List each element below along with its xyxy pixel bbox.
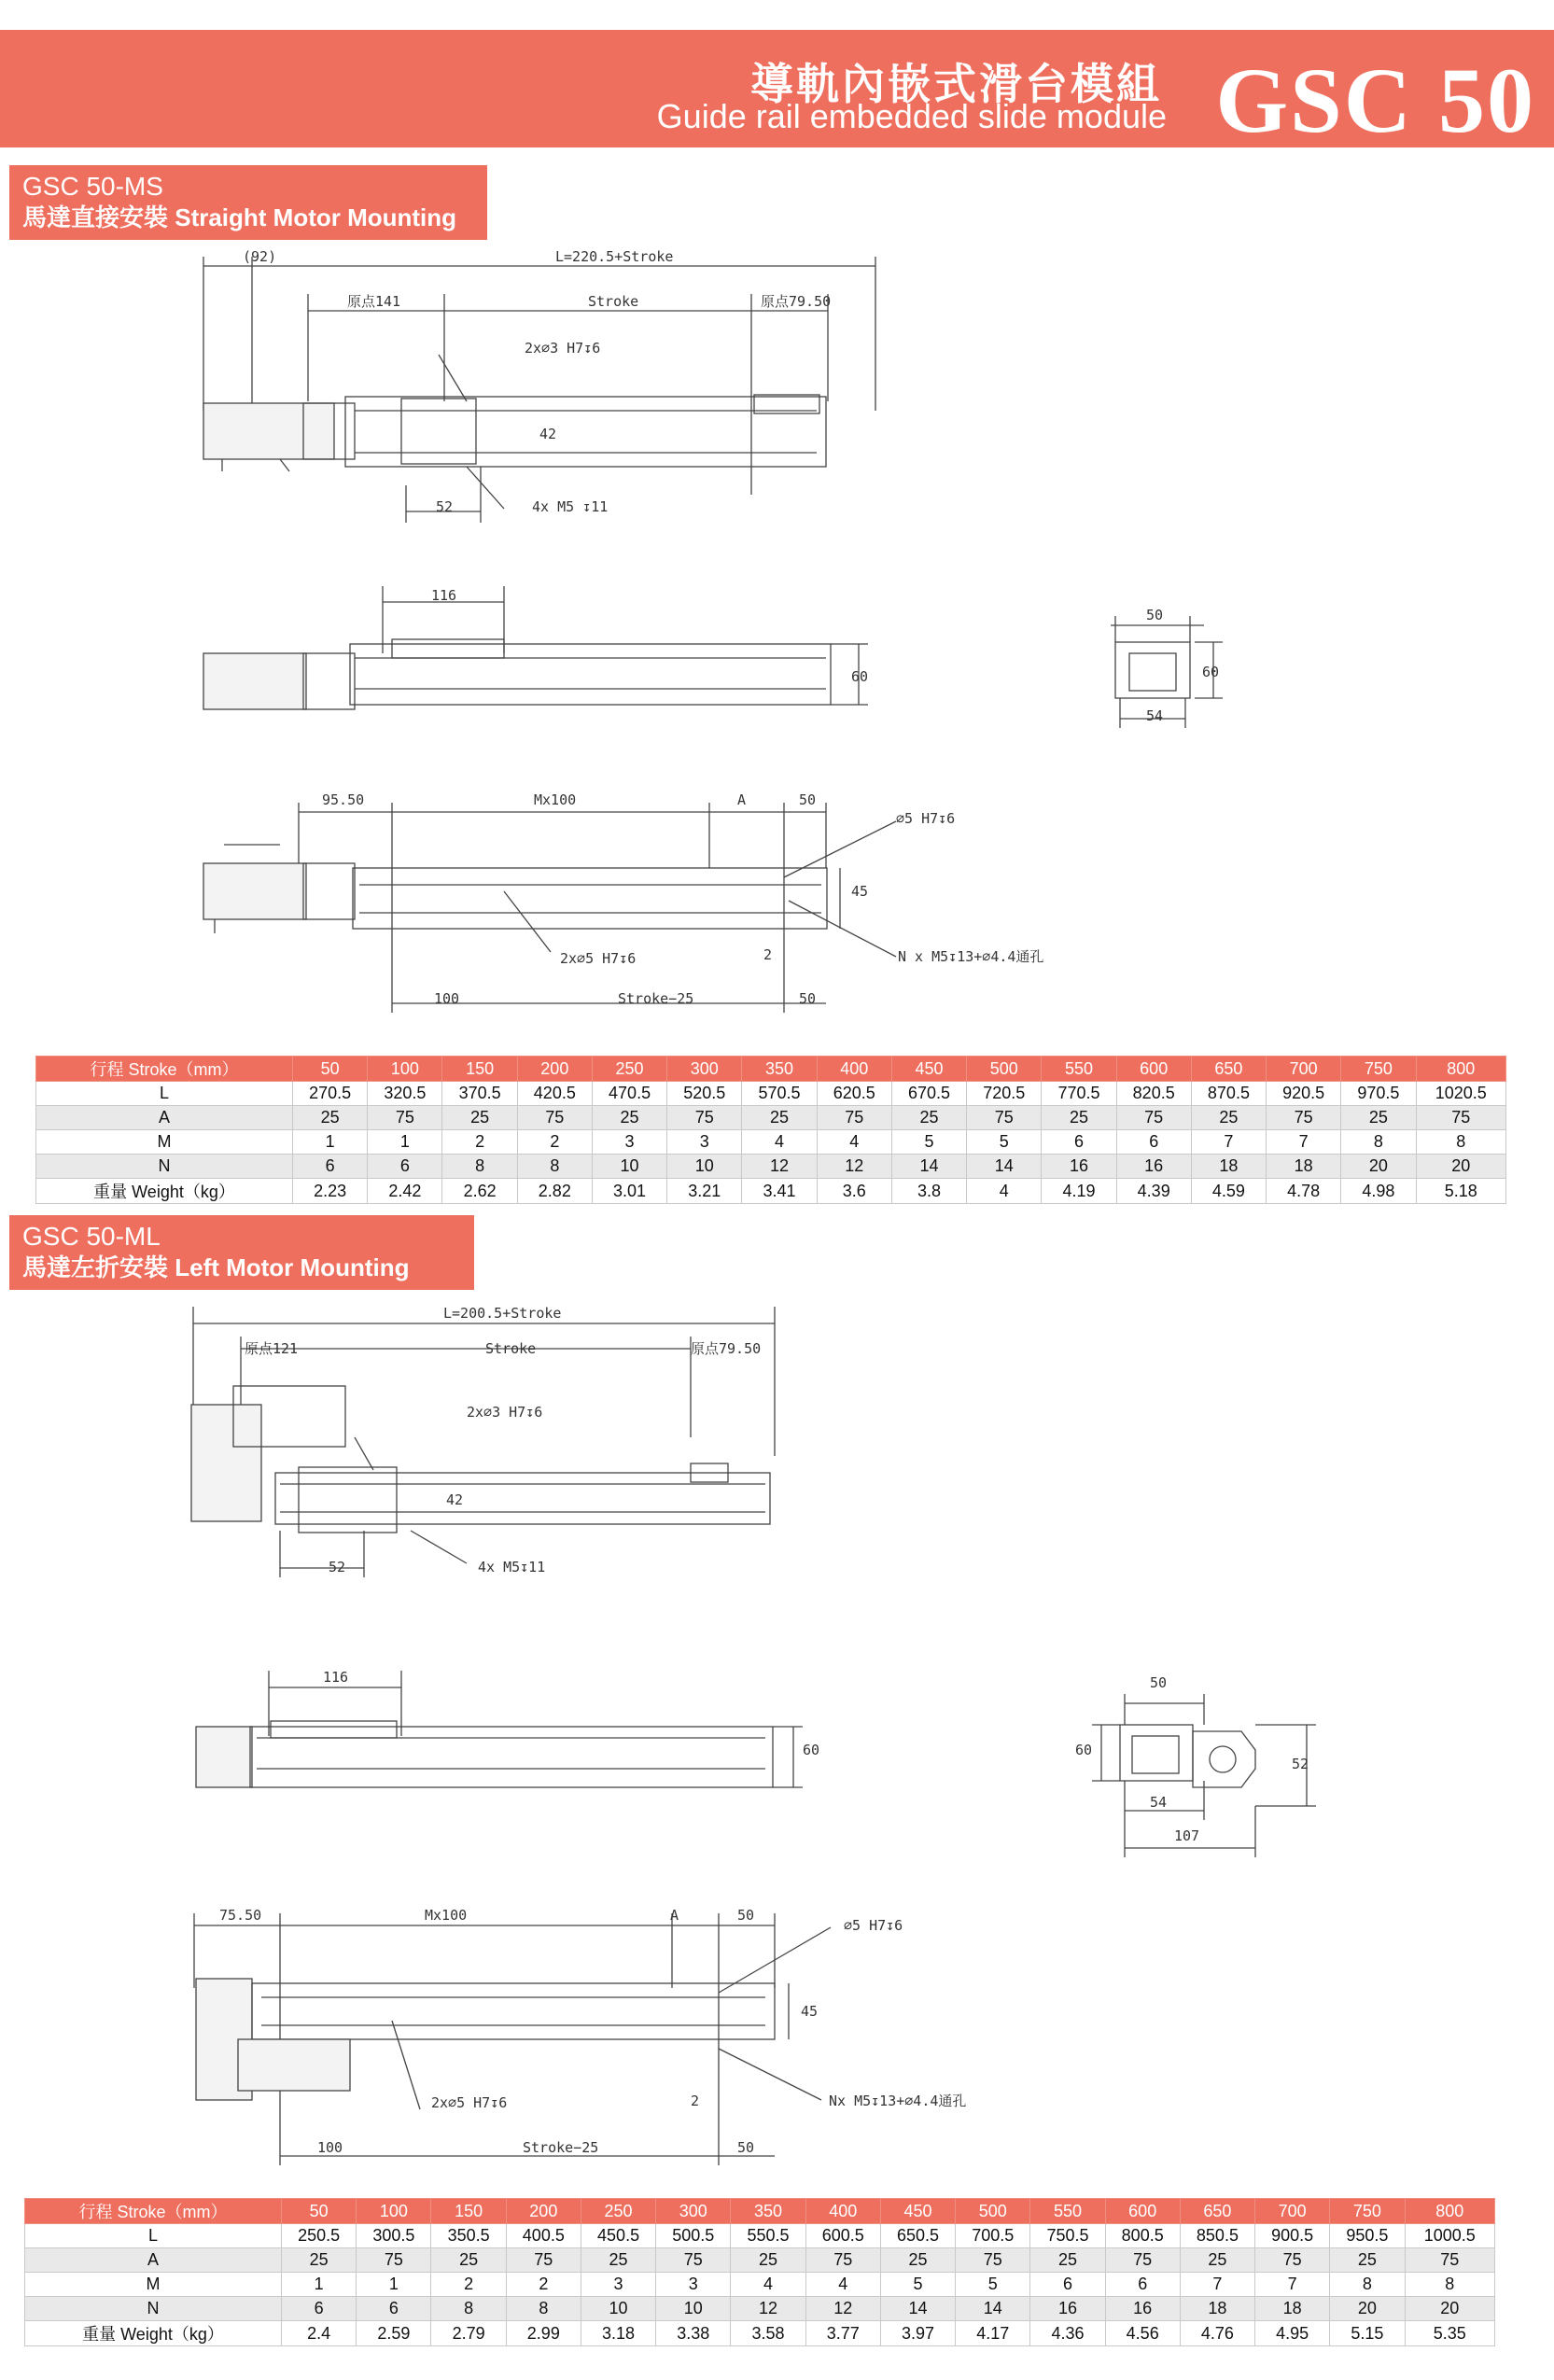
table-cell: 3.77 <box>805 2321 880 2346</box>
dim-text: 2x∅5 H7↧6 <box>431 2094 508 2111</box>
table-cell: 14 <box>967 1155 1042 1179</box>
table-header-cell: 50 <box>293 1057 368 1082</box>
table-cell: 2.59 <box>357 2321 431 2346</box>
table-cell: 25 <box>1191 1106 1266 1130</box>
table-cell: 4.36 <box>1030 2321 1105 2346</box>
table-header-cell: 200 <box>517 1057 592 1082</box>
table-cell: 3.97 <box>880 2321 955 2346</box>
table-cell: 350.5 <box>431 2224 506 2248</box>
table-header-cell: 750 <box>1341 1057 1416 1082</box>
table-cell: 25 <box>1180 2248 1254 2273</box>
table-cell: 25 <box>891 1106 966 1130</box>
table-header-cell: 600 <box>1116 1057 1191 1082</box>
model-name: GSC 50 <box>1215 49 1535 152</box>
table-cell: 12 <box>817 1155 891 1179</box>
table-cell: 4.76 <box>1180 2321 1254 2346</box>
table-row <box>25 2224 1495 2248</box>
table-cell: 7 <box>1255 2273 1330 2297</box>
table-cell: 16 <box>1030 2297 1105 2321</box>
table-cell: 75 <box>1405 2248 1494 2273</box>
table-row-label: M <box>25 2273 282 2297</box>
table-cell: 8 <box>442 1155 517 1179</box>
table-cell: 620.5 <box>817 1082 891 1106</box>
table-cell: 10 <box>592 1155 666 1179</box>
table-cell: 650.5 <box>880 2224 955 2248</box>
table-cell: 520.5 <box>667 1082 742 1106</box>
table-cell: 20 <box>1341 1155 1416 1179</box>
table-header-cell: 550 <box>1030 2199 1105 2224</box>
dim-text: 50 <box>1150 1674 1168 1691</box>
table-cell: 25 <box>1330 2248 1405 2273</box>
table-cell: 75 <box>368 1106 442 1130</box>
section-ml-code: GSC 50-ML <box>22 1222 161 1251</box>
table-cell: 3 <box>581 2273 655 2297</box>
table-cell: 5.18 <box>1416 1179 1505 1204</box>
table-cell: 10 <box>656 2297 731 2321</box>
table-cell: 800.5 <box>1105 2224 1180 2248</box>
table-cell: 6 <box>357 2297 431 2321</box>
table-cell: 75 <box>967 1106 1042 1130</box>
table-header-cell: 250 <box>581 2199 655 2224</box>
table-cell: 75 <box>1416 1106 1505 1130</box>
table-cell: 920.5 <box>1267 1082 1341 1106</box>
table-cell: 3.38 <box>656 2321 731 2346</box>
dim-text: 原点121 <box>245 1340 299 1357</box>
title-en: Guide rail embedded slide module <box>656 97 1167 135</box>
table-cell: 25 <box>293 1106 368 1130</box>
table-row <box>36 1106 1506 1130</box>
dim-text: 原点79.50 <box>761 293 832 310</box>
ms-bottom-view <box>203 803 896 1013</box>
table-cell: 75 <box>1116 1106 1191 1130</box>
table-cell: 2.42 <box>368 1179 442 1204</box>
dim-text: Stroke−25 <box>523 2139 599 2156</box>
table-header-row <box>25 2199 1495 2224</box>
dim-text: 95.50 <box>322 791 365 808</box>
dim-text: 2x∅5 H7↧6 <box>560 950 637 967</box>
table-cell: 3.58 <box>731 2321 805 2346</box>
dim-text: ∅5 H7↧6 <box>896 810 956 827</box>
table-cell: 75 <box>1105 2248 1180 2273</box>
table-cell: 4 <box>967 1179 1042 1204</box>
table-header-cell: 500 <box>956 2199 1030 2224</box>
table-cell: 2.62 <box>442 1179 517 1204</box>
table-cell: 12 <box>731 2297 805 2321</box>
table-cell: 500.5 <box>656 2224 731 2248</box>
table-cell: 4 <box>731 2273 805 2297</box>
dim-text: 54 <box>1150 1794 1168 1811</box>
table-header-cell: 450 <box>891 1057 966 1082</box>
table-cell: 320.5 <box>368 1082 442 1106</box>
table-cell: 950.5 <box>1330 2224 1405 2248</box>
dim-text: Stroke <box>485 1340 537 1357</box>
table-header-cell: 200 <box>506 2199 581 2224</box>
dim-text: N x M5↧13+∅4.4通孔 <box>898 948 1044 965</box>
table-cell: 4.17 <box>956 2321 1030 2346</box>
section-ms-code: GSC 50-MS <box>22 172 163 201</box>
dim-text: 4x M5↧11 <box>478 1559 546 1575</box>
table-cell: 3.21 <box>667 1179 742 1204</box>
table-cell: 75 <box>506 2248 581 2273</box>
table-cell: 25 <box>581 2248 655 2273</box>
table-cell: 2.23 <box>293 1179 368 1204</box>
table-cell: 550.5 <box>731 2224 805 2248</box>
table-cell: 970.5 <box>1341 1082 1416 1106</box>
ml-end-view <box>1092 1694 1316 1857</box>
table-cell: 1020.5 <box>1416 1082 1505 1106</box>
table-cell: 3.8 <box>891 1179 966 1204</box>
dim-text: 60 <box>851 668 869 685</box>
table-cell: 870.5 <box>1191 1082 1266 1106</box>
table-cell: 4.95 <box>1255 2321 1330 2346</box>
table-cell: 3.01 <box>592 1179 666 1204</box>
table-cell: 2.79 <box>431 2321 506 2346</box>
table-header-cell: 50 <box>282 2199 357 2224</box>
table-cell: 2.99 <box>506 2321 581 2346</box>
table-cell: 75 <box>805 2248 880 2273</box>
table-cell: 7 <box>1191 1130 1266 1155</box>
table-cell: 7 <box>1267 1130 1341 1155</box>
table-cell: 75 <box>817 1106 891 1130</box>
table-header-cell: 400 <box>805 2199 880 2224</box>
dim-text: Nx M5↧13+∅4.4通孔 <box>829 2093 967 2109</box>
table-header-cell: 300 <box>667 1057 742 1082</box>
dim-text: 116 <box>431 587 457 604</box>
spec-table-ml-body <box>25 2199 1495 2346</box>
section-ms-title: 馬達直接安裝 Straight Motor Mounting <box>22 203 457 231</box>
table-cell: 3 <box>656 2273 731 2297</box>
dim-text: 52 <box>1292 1756 1309 1772</box>
table-cell: 10 <box>581 2297 655 2321</box>
table-row <box>36 1179 1506 1204</box>
table-cell: 2 <box>506 2273 581 2297</box>
table-cell: 25 <box>442 1106 517 1130</box>
table-cell: 6 <box>282 2297 357 2321</box>
table-header-cell: 650 <box>1180 2199 1254 2224</box>
ml-side-view <box>196 1671 803 1787</box>
table-cell: 300.5 <box>357 2224 431 2248</box>
table-cell: 250.5 <box>282 2224 357 2248</box>
dim-text: 60 <box>1075 1742 1093 1758</box>
table-cell: 720.5 <box>967 1082 1042 1106</box>
ml-bottom-view <box>194 1913 831 2165</box>
table-header-cell: 350 <box>742 1057 817 1082</box>
table-cell: 1 <box>293 1130 368 1155</box>
dim-text: 42 <box>539 426 557 442</box>
table-row <box>36 1082 1506 1106</box>
table-header-cell: 700 <box>1267 1057 1341 1082</box>
table-cell: 14 <box>880 2297 955 2321</box>
table-cell: 14 <box>891 1155 966 1179</box>
table-header-cell: 350 <box>731 2199 805 2224</box>
dim-text: 2x∅3 H7↧6 <box>467 1404 543 1421</box>
table-cell: 18 <box>1191 1155 1266 1179</box>
table-cell: 25 <box>1042 1106 1116 1130</box>
table-cell: 1 <box>282 2273 357 2297</box>
table-cell: 770.5 <box>1042 1082 1116 1106</box>
table-row-label: N <box>25 2297 282 2321</box>
table-header-cell: 600 <box>1105 2199 1180 2224</box>
table-header-cell: 300 <box>656 2199 731 2224</box>
table-row <box>25 2273 1495 2297</box>
dim-text: 2x∅3 H7↧6 <box>525 340 601 357</box>
table-cell: 420.5 <box>517 1082 592 1106</box>
dim-text: L=220.5+Stroke <box>555 248 674 265</box>
table-cell: 20 <box>1405 2297 1494 2321</box>
table-row-label: A <box>25 2248 282 2273</box>
table-cell: 5 <box>891 1130 966 1155</box>
table-cell: 16 <box>1105 2297 1180 2321</box>
table-cell: 750.5 <box>1030 2224 1105 2248</box>
table-header-cell: 250 <box>592 1057 666 1082</box>
table-row-label: L <box>25 2224 282 2248</box>
dim-text: A <box>737 791 747 808</box>
dim-text: 45 <box>851 883 869 900</box>
table-cell: 1000.5 <box>1405 2224 1494 2248</box>
table-header-label: 行程 Stroke（mm） <box>25 2199 282 2224</box>
dim-text: 50 <box>799 791 817 808</box>
table-cell: 1 <box>357 2273 431 2297</box>
dim-text: (92) <box>243 248 277 265</box>
table-cell: 370.5 <box>442 1082 517 1106</box>
table-row-label: A <box>36 1106 293 1130</box>
table-cell: 16 <box>1042 1155 1116 1179</box>
spec-table-ms-body <box>36 1057 1506 1204</box>
table-cell: 75 <box>517 1106 592 1130</box>
dim-text: 100 <box>317 2139 343 2156</box>
dim-text: Stroke <box>588 293 639 310</box>
table-cell: 2.82 <box>517 1179 592 1204</box>
table-cell: 4.56 <box>1105 2321 1180 2346</box>
table-row <box>36 1130 1506 1155</box>
table-cell: 18 <box>1180 2297 1254 2321</box>
table-header-cell: 150 <box>431 2199 506 2224</box>
table-cell: 6 <box>1042 1130 1116 1155</box>
table-cell: 25 <box>592 1106 666 1130</box>
table-cell: 5 <box>956 2273 1030 2297</box>
dim-text: 107 <box>1174 1827 1200 1844</box>
dim-text: 2 <box>763 946 773 963</box>
spec-table-ms <box>35 1056 1506 1204</box>
table-cell: 4.59 <box>1191 1179 1266 1204</box>
table-cell: 900.5 <box>1255 2224 1330 2248</box>
table-header-cell: 800 <box>1405 2199 1494 2224</box>
dim-text: A <box>670 1907 679 1924</box>
dim-text: 50 <box>799 990 817 1007</box>
table-cell: 10 <box>667 1155 742 1179</box>
dim-text: L=200.5+Stroke <box>443 1305 562 1322</box>
ms-side-view <box>203 586 868 709</box>
dim-text: Mx100 <box>425 1907 468 1924</box>
table-header-cell: 450 <box>880 2199 955 2224</box>
table-cell: 6 <box>1116 1130 1191 1155</box>
table-cell: 700.5 <box>956 2224 1030 2248</box>
dim-text: 50 <box>737 2139 755 2156</box>
table-cell: 75 <box>956 2248 1030 2273</box>
table-cell: 12 <box>742 1155 817 1179</box>
title-zh: 導軌內嵌式滑台模組 <box>750 59 1162 109</box>
table-cell: 400.5 <box>506 2224 581 2248</box>
table-cell: 820.5 <box>1116 1082 1191 1106</box>
table-cell: 5.15 <box>1330 2321 1405 2346</box>
table-cell: 4 <box>817 1130 891 1155</box>
table-header-cell: 750 <box>1330 2199 1405 2224</box>
table-cell: 7 <box>1180 2273 1254 2297</box>
table-cell: 8 <box>431 2297 506 2321</box>
table-cell: 6 <box>1030 2273 1105 2297</box>
table-cell: 25 <box>431 2248 506 2273</box>
table-cell: 270.5 <box>293 1082 368 1106</box>
table-cell: 14 <box>956 2297 1030 2321</box>
dim-text: ∅5 H7↧6 <box>844 1917 903 1934</box>
table-cell: 4.39 <box>1116 1179 1191 1204</box>
table-cell: 4.98 <box>1341 1179 1416 1204</box>
table-cell: 8 <box>506 2297 581 2321</box>
table-cell: 3 <box>667 1130 742 1155</box>
table-cell: 4.19 <box>1042 1179 1116 1204</box>
table-cell: 850.5 <box>1180 2224 1254 2248</box>
dim-text: 50 <box>1146 607 1164 623</box>
dim-text: 100 <box>434 990 460 1007</box>
table-header-cell: 150 <box>442 1057 517 1082</box>
table-row-label: 重量 Weight（kg） <box>36 1179 293 1204</box>
table-cell: 670.5 <box>891 1082 966 1106</box>
dim-text: 原点79.50 <box>691 1340 762 1357</box>
table-header-cell: 800 <box>1416 1057 1505 1082</box>
table-row <box>25 2248 1495 2273</box>
table-header-cell: 700 <box>1255 2199 1330 2224</box>
table-cell: 1 <box>368 1130 442 1155</box>
table-cell: 3.41 <box>742 1179 817 1204</box>
table-cell: 5 <box>880 2273 955 2297</box>
table-cell: 3 <box>592 1130 666 1155</box>
table-cell: 4.78 <box>1267 1179 1341 1204</box>
table-header-cell: 550 <box>1042 1057 1116 1082</box>
table-header-cell: 100 <box>368 1057 442 1082</box>
dim-text: 116 <box>323 1669 349 1686</box>
dim-text: 45 <box>801 2003 819 2020</box>
table-cell: 20 <box>1416 1155 1505 1179</box>
dim-text: 2 <box>691 2093 700 2109</box>
dim-text: 60 <box>803 1742 820 1758</box>
table-cell: 75 <box>667 1106 742 1130</box>
table-header-cell: 500 <box>967 1057 1042 1082</box>
dim-text: 52 <box>436 498 454 515</box>
table-cell: 75 <box>1255 2248 1330 2273</box>
table-cell: 450.5 <box>581 2224 655 2248</box>
table-cell: 6 <box>293 1155 368 1179</box>
table-cell: 2.4 <box>282 2321 357 2346</box>
table-cell: 2 <box>431 2273 506 2297</box>
section-ml-title: 馬達左折安裝 Left Motor Mounting <box>22 1253 410 1281</box>
dim-text: Stroke−25 <box>618 990 694 1007</box>
table-cell: 8 <box>1341 1130 1416 1155</box>
table-cell: 8 <box>1330 2273 1405 2297</box>
table-cell: 8 <box>1416 1130 1505 1155</box>
dim-text: 60 <box>1202 664 1220 680</box>
spec-table-ml <box>24 2198 1495 2346</box>
table-cell: 3.6 <box>817 1179 891 1204</box>
table-cell: 3.18 <box>581 2321 655 2346</box>
table-cell: 12 <box>805 2297 880 2321</box>
table-row <box>25 2321 1495 2346</box>
dim-text: 52 <box>329 1559 346 1575</box>
table-header-row <box>36 1057 1506 1082</box>
table-cell: 25 <box>1341 1106 1416 1130</box>
table-cell: 2 <box>442 1130 517 1155</box>
table-cell: 20 <box>1330 2297 1405 2321</box>
table-row <box>36 1155 1506 1179</box>
table-cell: 18 <box>1255 2297 1330 2321</box>
table-cell: 8 <box>517 1155 592 1179</box>
table-cell: 4 <box>742 1130 817 1155</box>
dim-text: 42 <box>446 1491 464 1508</box>
table-header-label: 行程 Stroke（mm） <box>36 1057 293 1082</box>
table-cell: 18 <box>1267 1155 1341 1179</box>
table-cell: 570.5 <box>742 1082 817 1106</box>
table-row-label: 重量 Weight（kg） <box>25 2321 282 2346</box>
dim-text: 75.50 <box>219 1907 262 1924</box>
dim-text: 54 <box>1146 707 1164 724</box>
table-cell: 8 <box>1405 2273 1494 2297</box>
table-cell: 75 <box>1267 1106 1341 1130</box>
table-row-label: L <box>36 1082 293 1106</box>
table-cell: 2 <box>517 1130 592 1155</box>
table-cell: 5 <box>967 1130 1042 1155</box>
table-cell: 25 <box>1030 2248 1105 2273</box>
table-cell: 75 <box>357 2248 431 2273</box>
table-cell: 25 <box>731 2248 805 2273</box>
table-cell: 600.5 <box>805 2224 880 2248</box>
table-cell: 25 <box>282 2248 357 2273</box>
dim-text: Mx100 <box>534 791 577 808</box>
table-row <box>25 2297 1495 2321</box>
table-cell: 6 <box>368 1155 442 1179</box>
table-cell: 470.5 <box>592 1082 666 1106</box>
dim-text: 原点141 <box>347 293 401 310</box>
table-cell: 16 <box>1116 1155 1191 1179</box>
table-cell: 4 <box>805 2273 880 2297</box>
table-row-label: M <box>36 1130 293 1155</box>
table-cell: 5.35 <box>1405 2321 1494 2346</box>
table-cell: 6 <box>1105 2273 1180 2297</box>
table-cell: 75 <box>656 2248 731 2273</box>
dim-text: 50 <box>737 1907 755 1924</box>
table-header-cell: 400 <box>817 1057 891 1082</box>
table-cell: 25 <box>880 2248 955 2273</box>
dim-text: 4x M5 ↧11 <box>532 498 609 515</box>
table-header-cell: 650 <box>1191 1057 1266 1082</box>
table-cell: 25 <box>742 1106 817 1130</box>
table-row-label: N <box>36 1155 293 1179</box>
table-header-cell: 100 <box>357 2199 431 2224</box>
